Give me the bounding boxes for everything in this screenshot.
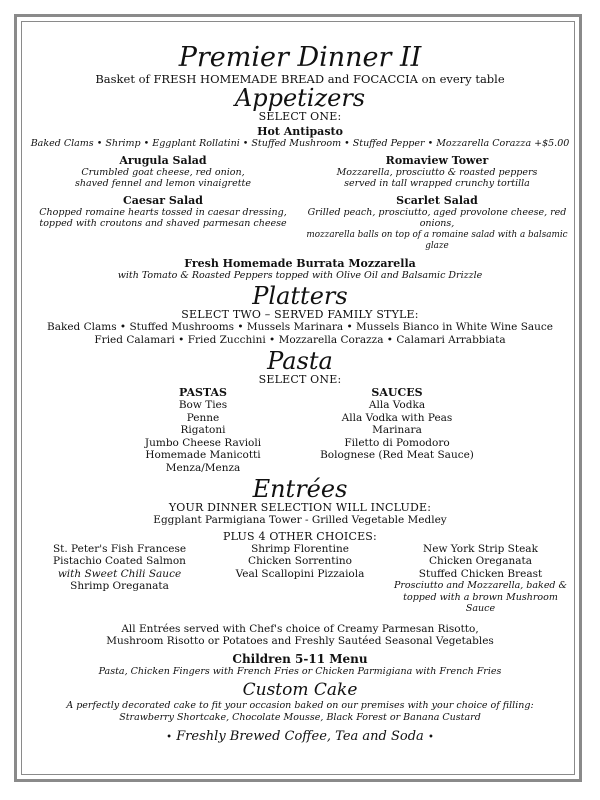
custom-cake-desc-1: A perfectly decorated cake to fit your occasion baked on our premises with your choice of filling: xyxy=(66,700,534,711)
entree-choices xyxy=(28,543,572,615)
entrees-plus: PLUS 4 OTHER CHOICES: xyxy=(223,529,377,543)
burrata-desc: with Tomato & Roasted Peppers topped with Olive Oil and Balsamic Drizzle xyxy=(117,269,483,281)
appetizer-row-2 xyxy=(28,194,572,253)
bullet-left: • xyxy=(166,732,173,743)
menu-subtitle: Basket of FRESH HOMEMADE BREAD and FOCACCIA on every table xyxy=(95,72,505,86)
appetizers-heading: Appetizers xyxy=(234,84,366,112)
entree-item: Stuffed Chicken Breast xyxy=(418,567,543,580)
scarlet-desc-1: Grilled peach, prosciutto, aged provolone cheese, red onions, xyxy=(307,206,567,229)
platters-select: SELECT TWO – SERVED FAMILY STYLE: xyxy=(181,308,419,321)
pastas-column xyxy=(123,386,283,474)
romaview-tower xyxy=(302,154,572,190)
arugula-desc-2: shaved fennel and lemon vinaigrette xyxy=(75,178,251,189)
platters-heading: Platters xyxy=(252,282,348,310)
pasta-item: Jumbo Cheese Ravioli xyxy=(144,436,262,449)
entrees-included: Eggplant Parmigiana Tower - Grilled Vegetable Medley xyxy=(153,514,447,526)
bullet-right: • xyxy=(427,732,434,743)
romaview-name: Romaview Tower xyxy=(385,153,489,167)
pasta-select: SELECT ONE: xyxy=(258,373,342,386)
menu-content xyxy=(28,44,572,746)
entree-item-note: topped with a brown Mushroom Sauce xyxy=(403,591,558,614)
entree-column-3 xyxy=(393,543,568,615)
entree-item: Chicken Oreganata xyxy=(428,555,533,567)
arugula-name: Arugula Salad xyxy=(119,153,207,167)
scarlet-desc-2: mozzarella balls on top of a romaine salad with a balsamic glaze xyxy=(306,229,568,251)
arugula-desc-1: Crumbled goat cheese, red onion, xyxy=(81,166,245,178)
scarlet-salad xyxy=(302,194,572,253)
sauce-item: Alla Vodka with Peas xyxy=(341,411,453,424)
pasta-item: Penne xyxy=(186,411,220,424)
pasta-columns xyxy=(28,386,572,474)
appetizers-select: SELECT ONE: xyxy=(258,110,342,123)
entree-column-1 xyxy=(32,543,207,615)
coffee-line xyxy=(28,729,572,746)
caesar-salad xyxy=(28,194,298,253)
sauce-item: Alla Vodka xyxy=(368,399,426,411)
sauce-item: Bolognese (Red Meat Sauce) xyxy=(320,449,474,461)
entrees-include: YOUR DINNER SELECTION WILL INCLUDE: xyxy=(168,501,432,514)
custom-cake-heading: Custom Cake xyxy=(242,680,358,700)
children-menu-desc: Pasta, Chicken Fingers with French Fries or Chicken Parmigiana with French Fries xyxy=(98,665,502,677)
children-menu-name: Children 5-11 Menu xyxy=(232,651,368,666)
entree-item: Veal Scallopini Pizzaiola xyxy=(235,567,365,580)
hot-antipasto-desc: Baked Clams • Shrimp • Eggplant Rollatini • Stuffed Mushroom • Stuffed Pepper • Mozzarella Corazza +$5.00 xyxy=(30,138,570,149)
sauce-item: Marinara xyxy=(372,424,422,436)
scarlet-name: Scarlet Salad xyxy=(396,193,478,207)
custom-cake-desc-2: Strawberry Shortcake, Chocolate Mousse, Black Forest or Banana Custard xyxy=(119,711,481,723)
pasta-item: Bow Ties xyxy=(178,399,228,411)
appetizer-row-1 xyxy=(28,154,572,190)
pasta-heading: Pasta xyxy=(267,347,333,375)
sauce-item: Filetto di Pomodoro xyxy=(344,436,450,449)
entree-item-note: Prosciutto and Mozzarella, baked & xyxy=(393,580,567,591)
entrees-served-2: Mushroom Risotto or Potatoes and Freshly Sautéed Seasonal Vegetables xyxy=(106,635,494,647)
pasta-item: Homemade Manicotti xyxy=(145,449,261,461)
entree-item-note: with Sweet Chili Sauce xyxy=(57,567,182,580)
entree-item: New York Strip Steak xyxy=(423,542,538,555)
caesar-desc-2: topped with croutons and shaved parmesan cheese xyxy=(39,218,287,229)
entree-item: Pistachio Coated Salmon xyxy=(53,555,186,567)
entree-item: Shrimp Florentine xyxy=(251,542,349,555)
entree-item: St. Peter's Fish Francese xyxy=(52,542,187,555)
platters-line-1: Baked Clams • Stuffed Mushrooms • Mussels Marinara • Mussels Bianco in White Wine Sauce xyxy=(46,321,554,333)
pastas-label: PASTAS xyxy=(178,386,227,399)
sauces-column xyxy=(317,386,477,474)
caesar-desc-1: Chopped romaine hearts tossed in caesar dressing, xyxy=(39,206,287,218)
burrata-name: Fresh Homemade Burrata Mozzarella xyxy=(184,256,416,270)
entree-column-2 xyxy=(213,543,388,615)
platters-line-2: Fried Calamari • Fried Zucchini • Mozzarella Corazza • Calamari Arrabbiata xyxy=(94,333,506,346)
romaview-desc-2: served in tall wrapped crunchy tortilla xyxy=(344,178,530,189)
pasta-item: Rigatoni xyxy=(180,424,226,436)
entrees-served-1: All Entrées served with Chef's choice of Creamy Parmesan Risotto, xyxy=(121,622,479,635)
pasta-item: Menza/Menza xyxy=(165,461,241,474)
entree-item: Shrimp Oreganata xyxy=(70,580,169,592)
sauces-label: SAUCES xyxy=(371,386,423,399)
entree-item: Chicken Sorrentino xyxy=(248,555,352,567)
entrees-heading: Entrées xyxy=(252,475,348,503)
hot-antipasto-name: Hot Antipasto xyxy=(257,125,343,138)
romaview-desc-1: Mozzarella, prosciutto & roasted peppers xyxy=(336,166,538,178)
caesar-name: Caesar Salad xyxy=(123,193,203,207)
menu-title: Premier Dinner II xyxy=(178,42,422,73)
arugula-salad xyxy=(28,154,298,190)
coffee-text: Freshly Brewed Coffee, Tea and Soda xyxy=(176,729,424,744)
